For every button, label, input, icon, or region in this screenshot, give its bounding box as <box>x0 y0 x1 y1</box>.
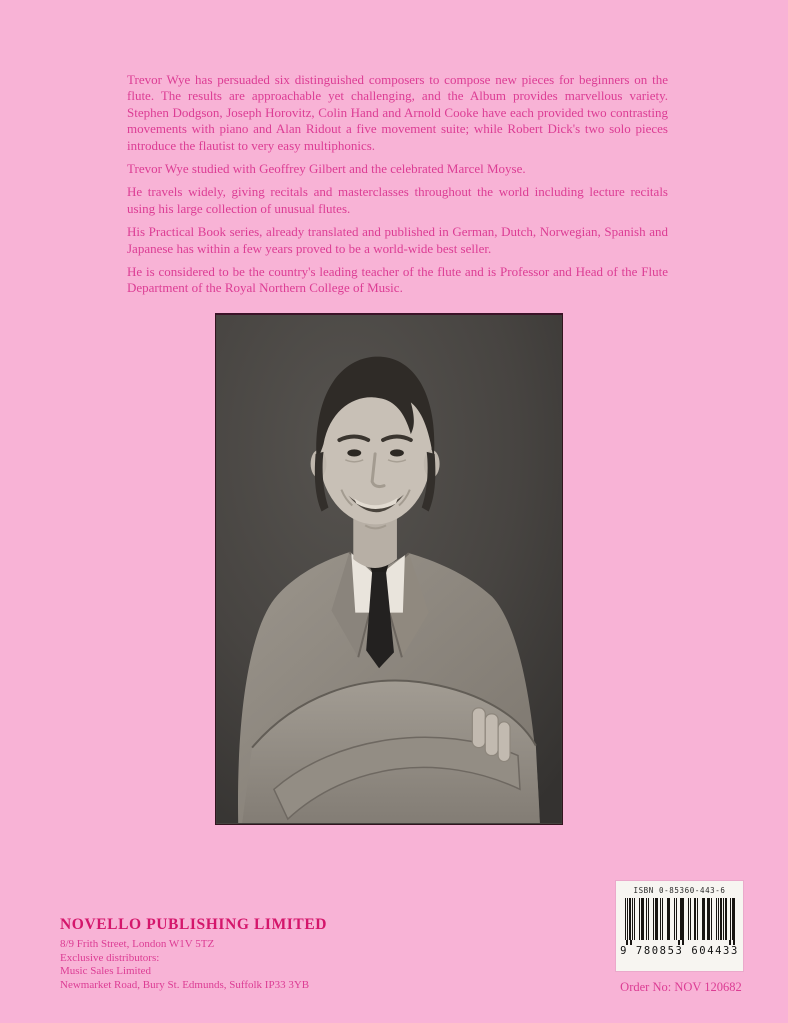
barcode-bars <box>625 898 735 940</box>
isbn-text: ISBN 0-85360-443-6 <box>633 886 726 895</box>
publisher-distributor-address: Newmarket Road, Bury St. Edmunds, Suffolk IP33 3YB <box>60 978 310 991</box>
portrait-photo-illustration <box>216 315 562 823</box>
publisher-address-line: 8/9 Frith Street, London W1V 5TZ <box>60 938 215 950</box>
barcode-label <box>616 881 743 971</box>
publisher-distributor-name: Music Sales Limited <box>60 965 152 978</box>
blurb-paragraph-2: Trevor Wye studied with Geoffrey Gilbert and the celebrated Marcel Moyse. <box>127 161 526 177</box>
portrait-photo <box>215 313 563 825</box>
order-number: Order No: NOV 120682 <box>620 980 742 994</box>
blurb-paragraph-4: His Practical Book series, already translated and published in German, Dutch, Norwegian, Spanish and Japanese has within a few years proved to be a world-wide best seller. <box>127 224 668 256</box>
publisher-distributor-label: Exclusive distributors: <box>60 951 160 964</box>
blurb-paragraph-5: He is considered to be the country's leading teacher of the flute and is Professor and Head of the Flute Department of the Royal Northern College of Music. <box>127 264 668 296</box>
publisher-info <box>60 916 327 992</box>
blurb-text-block <box>127 72 668 304</box>
barcode-digits: 9 780853 604433 <box>620 945 739 957</box>
publisher-name: NOVELLO PUBLISHING LIMITED <box>60 916 328 933</box>
blurb-paragraph-3: He travels widely, giving recitals and masterclasses throughout the world including lecture recitals using his large collection of unusual flutes. <box>127 184 668 216</box>
blurb-paragraph-1: Trevor Wye has persuaded six distinguished composers to compose new pieces for beginners on the flute. The results are approachable yet challenging, and the Album provides marvellous variety. Stephen Dodgson, Joseph Horovitz, Colin Hand and Arnold Cooke have each provided two contrasting movements with piano and Alan Ridout a five movement suite; while Robert Dick's two solo pieces introduce the flautist to very easy multiphonics. <box>127 72 668 153</box>
